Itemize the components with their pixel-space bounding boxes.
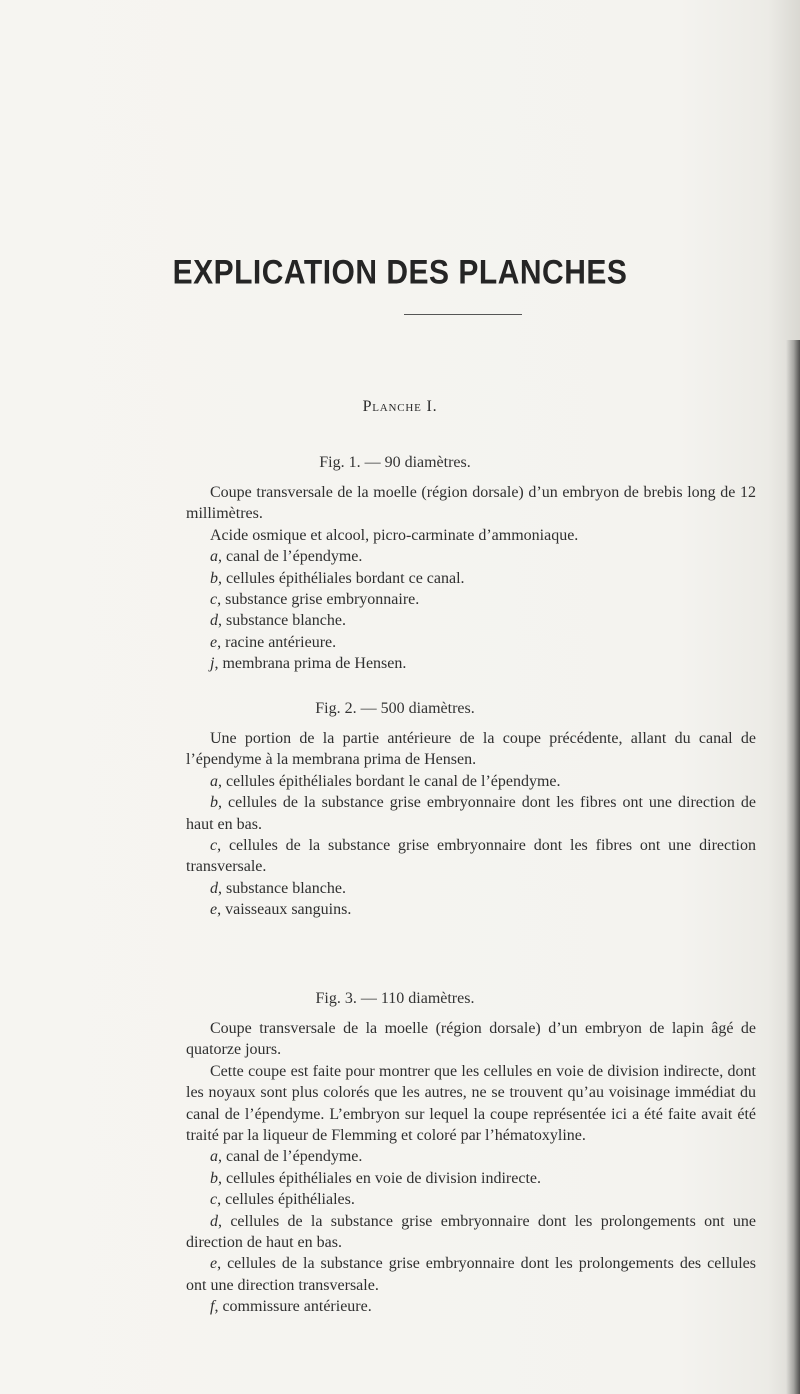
legend-item: [186, 792, 756, 835]
legend-text: , cellules épithéliales bordant ce canal.: [218, 569, 465, 587]
legend-text: , cellules de la substance grise embryonnaire dont les prolongements des cellules ont une direction transversale.: [186, 1255, 756, 1294]
legend-letter: b: [210, 569, 218, 587]
legend-item: [186, 835, 756, 878]
legend-letter: e: [210, 633, 218, 651]
legend-text: , substance blanche.: [218, 879, 346, 897]
legend-item: [186, 1296, 756, 1317]
legend-text: , substance grise embryonnaire.: [217, 591, 420, 609]
legend-text: , cellules épithéliales en voie de division indirecte.: [218, 1169, 542, 1187]
page-edge-shadow: [786, 340, 800, 1394]
legend-letter: e: [210, 1255, 218, 1273]
fig-2-paragraph: Une portion de la partie antérieure de la coupe précédente, allant du canal de l’épendyme à la membrana prima de Hensen.: [186, 730, 756, 769]
legend-item: [186, 568, 756, 589]
legend-letter: b: [210, 1169, 218, 1187]
legend-letter: c: [210, 591, 218, 609]
legend-text: , racine antérieure.: [217, 633, 337, 651]
plate-heading: Planche I.: [362, 398, 438, 415]
page-title: EXPLICATION DES PLANCHES: [172, 253, 628, 292]
legend-text: , cellules de la substance grise embryonnaire dont les fibres ont une direction de haut en bas.: [186, 794, 756, 833]
legend-letter: c: [210, 1191, 218, 1209]
legend-item: [186, 1146, 756, 1167]
fig-3-paragraph: Coupe transversale de la moelle (région dorsale) d’un embryon de lapin âgé de quatorze jours.: [186, 1020, 756, 1059]
legend-item: [186, 878, 756, 899]
legend-item: [186, 589, 756, 610]
legend-item: [186, 653, 756, 674]
legend-item: [186, 1253, 756, 1296]
fig-3-heading: Fig. 3. — 110 diamètres.: [315, 990, 475, 1007]
legend-text: , canal de l’épendyme.: [218, 1148, 363, 1166]
legend-letter: f: [210, 1298, 215, 1316]
legend-text: , commissure antérieure.: [214, 1298, 372, 1316]
legend-text: , cellules épithéliales.: [217, 1191, 355, 1209]
legend-item: [186, 899, 756, 920]
legend-item: [186, 546, 756, 567]
legend-text: , canal de l’épendyme.: [218, 548, 363, 566]
fig-1-text: [186, 482, 756, 675]
fig-1-heading: Fig. 1. — 90 diamètres.: [319, 454, 471, 471]
legend-text: , cellules de la substance grise embryonnaire dont les fibres ont une direction transversale.: [186, 837, 756, 876]
legend-letter: a: [210, 548, 218, 566]
legend-text: , cellules épithéliales bordant le canal de l’épendyme.: [218, 772, 561, 790]
legend-letter: a: [210, 1148, 218, 1166]
legend-item: [186, 632, 756, 653]
fig-3-text: [186, 1018, 756, 1318]
legend-text: , substance blanche.: [218, 612, 346, 630]
legend-letter: c: [210, 837, 218, 855]
fig-1-paragraph: Acide osmique et alcool, picro-carminate d’ammoniaque.: [210, 526, 579, 544]
legend-item: [186, 610, 756, 631]
legend-letter: d: [210, 612, 218, 630]
title-divider: [404, 314, 522, 315]
fig-2-heading: Fig. 2. — 500 diamètres.: [315, 700, 475, 717]
legend-letter: d: [210, 879, 218, 897]
legend-item: [186, 1189, 756, 1210]
fig-2-text: [186, 728, 756, 921]
fig-3-paragraph: Cette coupe est faite pour montrer que les cellules en voie de division indirecte, dont les noyaux sont plus colorés que les autres, ne se trouvent qu’au voisinage immédiat du canal de l’épendyme. L’embryon sur lequel la coupe représentée ici a été faite avait été traité par la liqueur de Flemming et coloré par l’hématoxyline.: [186, 1062, 756, 1145]
legend-letter: a: [210, 772, 218, 790]
legend-letter: d: [210, 1212, 218, 1230]
legend-letter: b: [210, 794, 218, 812]
legend-item: [186, 1168, 756, 1189]
legend-letter: j: [210, 655, 215, 673]
fig-1-paragraph: Coupe transversale de la moelle (région dorsale) d’un embryon de brebis long de 12 millimètres.: [186, 484, 756, 523]
legend-text: , cellules de la substance grise embryonnaire dont les prolongements ont une direction de haut en bas.: [186, 1212, 756, 1252]
legend-item: [186, 771, 756, 792]
legend-letter: e: [210, 901, 218, 919]
legend-item: [186, 1211, 756, 1254]
legend-text: , vaisseaux sanguins.: [217, 901, 352, 919]
legend-text: , membrana prima de Hensen.: [214, 655, 407, 673]
